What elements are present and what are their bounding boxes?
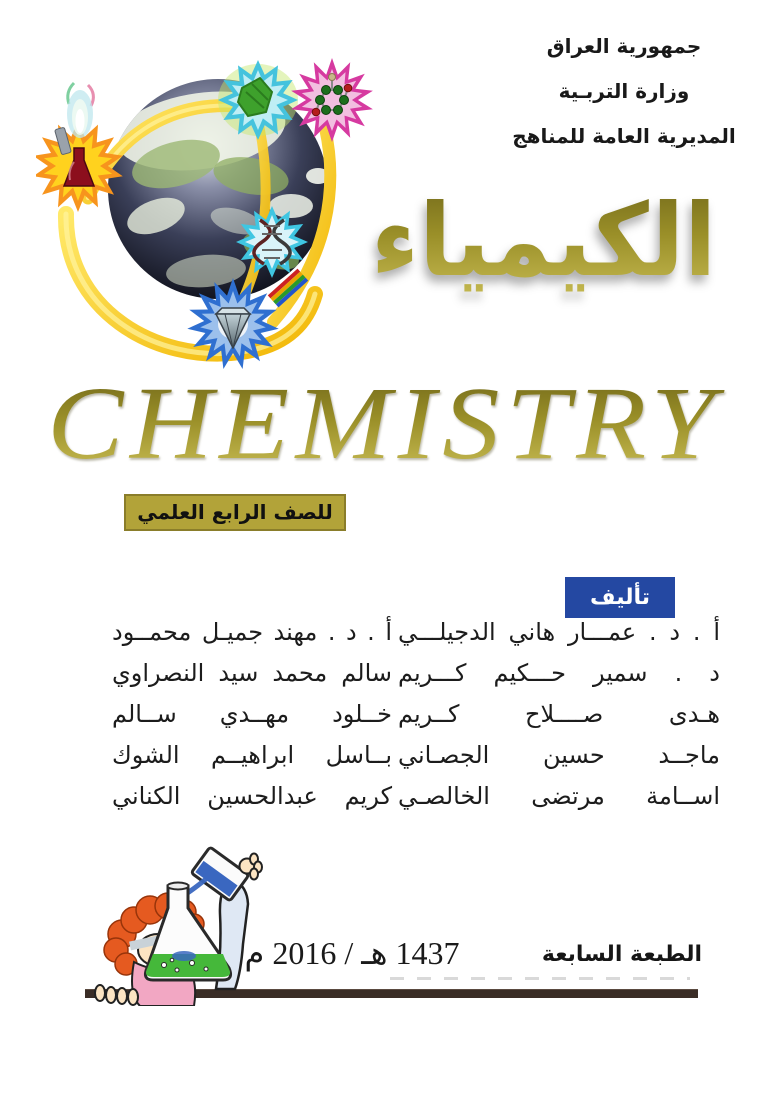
english-title: CHEMISTRY bbox=[12, 372, 756, 476]
author-name: ماجــد حسين الجصـاني bbox=[398, 741, 720, 769]
authors-column-left bbox=[112, 612, 392, 817]
arabic-title: الكيمياء bbox=[371, 178, 716, 303]
author-name: اســامة مرتضى الخالصـي bbox=[398, 782, 720, 810]
ministry-line: وزارة التربـية bbox=[558, 79, 690, 103]
edition-label: الطبعة السابعة bbox=[541, 942, 702, 967]
directorate-line: المديرية العامة للمناهج bbox=[512, 124, 736, 148]
author-name: بــاسل ابراهيــم الشوك bbox=[112, 741, 392, 769]
authors-column-right bbox=[398, 612, 720, 817]
burning-flask-icon bbox=[36, 83, 123, 212]
author-name: أ . د . مهند جميـل محمــود bbox=[112, 618, 392, 646]
country-line: جمهورية العراق bbox=[546, 34, 702, 58]
ministry-header bbox=[496, 24, 752, 159]
author-name: هـدى صــــلاح كــريم bbox=[398, 700, 720, 728]
faded-print-marks bbox=[390, 977, 690, 980]
grade-banner: للصف الرابع العلمي bbox=[124, 494, 346, 531]
authors-badge: تأليف bbox=[565, 577, 675, 618]
author-name: د . سمير حـــكيم كـــريم bbox=[398, 659, 720, 687]
chemistry-globe-illustration bbox=[36, 56, 380, 390]
author-name: كريم عبدالحسين الكناني bbox=[112, 782, 392, 810]
publication-date: 1437 هـ / 2016 م bbox=[244, 935, 460, 971]
kid-chemist-pouring-flask-illustration bbox=[84, 844, 316, 1006]
author-name: أ . د . عمـــار هاني الدجيلـــي bbox=[398, 618, 720, 646]
author-name: خــلود مهــدي ســالم bbox=[112, 700, 392, 728]
author-name: سالم محمد سيد النصراوي bbox=[112, 659, 392, 687]
